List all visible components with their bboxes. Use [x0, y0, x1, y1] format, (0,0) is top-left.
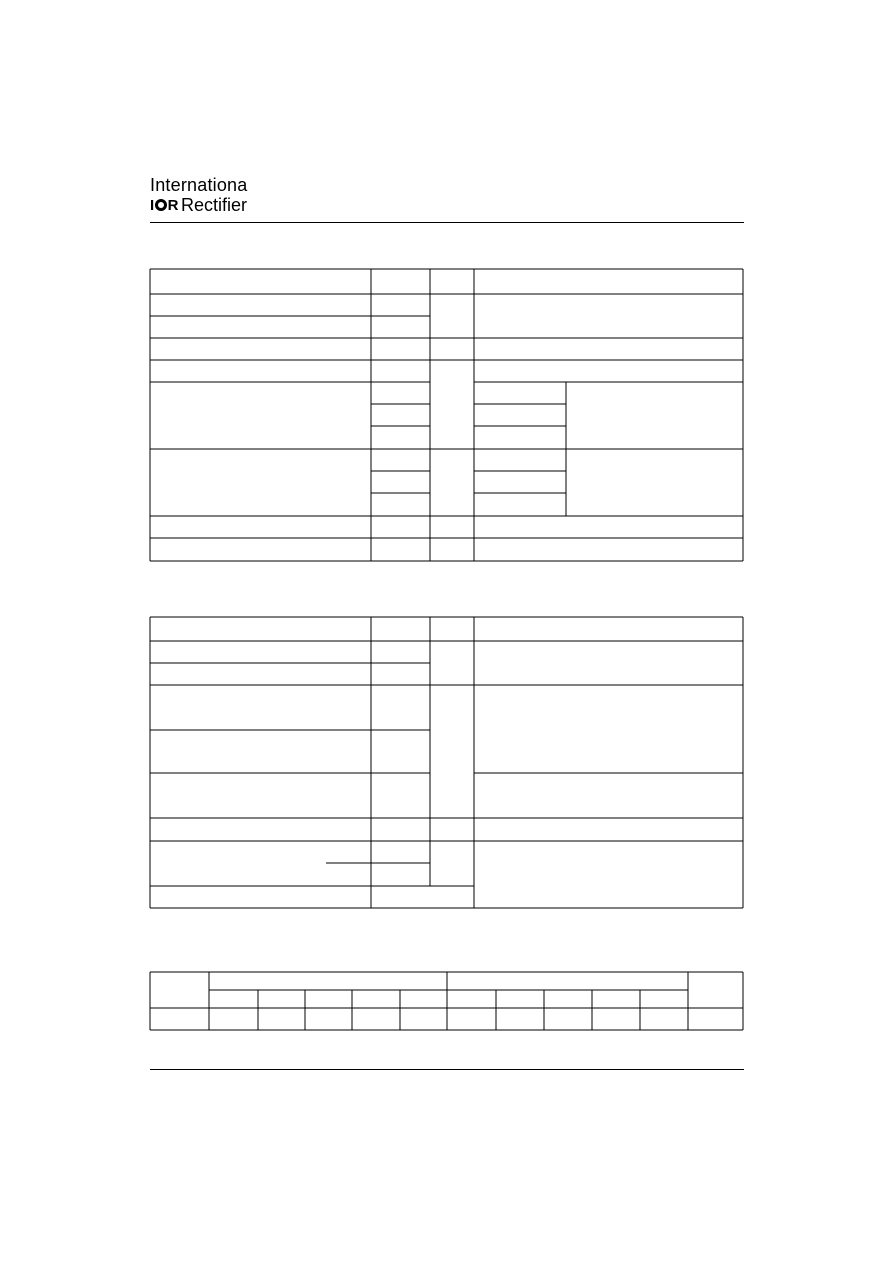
brand-rectifier-text: Rectifier: [181, 194, 248, 215]
brand-line-1: Internationa: [150, 175, 248, 195]
ior-mark: I R: [150, 196, 179, 214]
